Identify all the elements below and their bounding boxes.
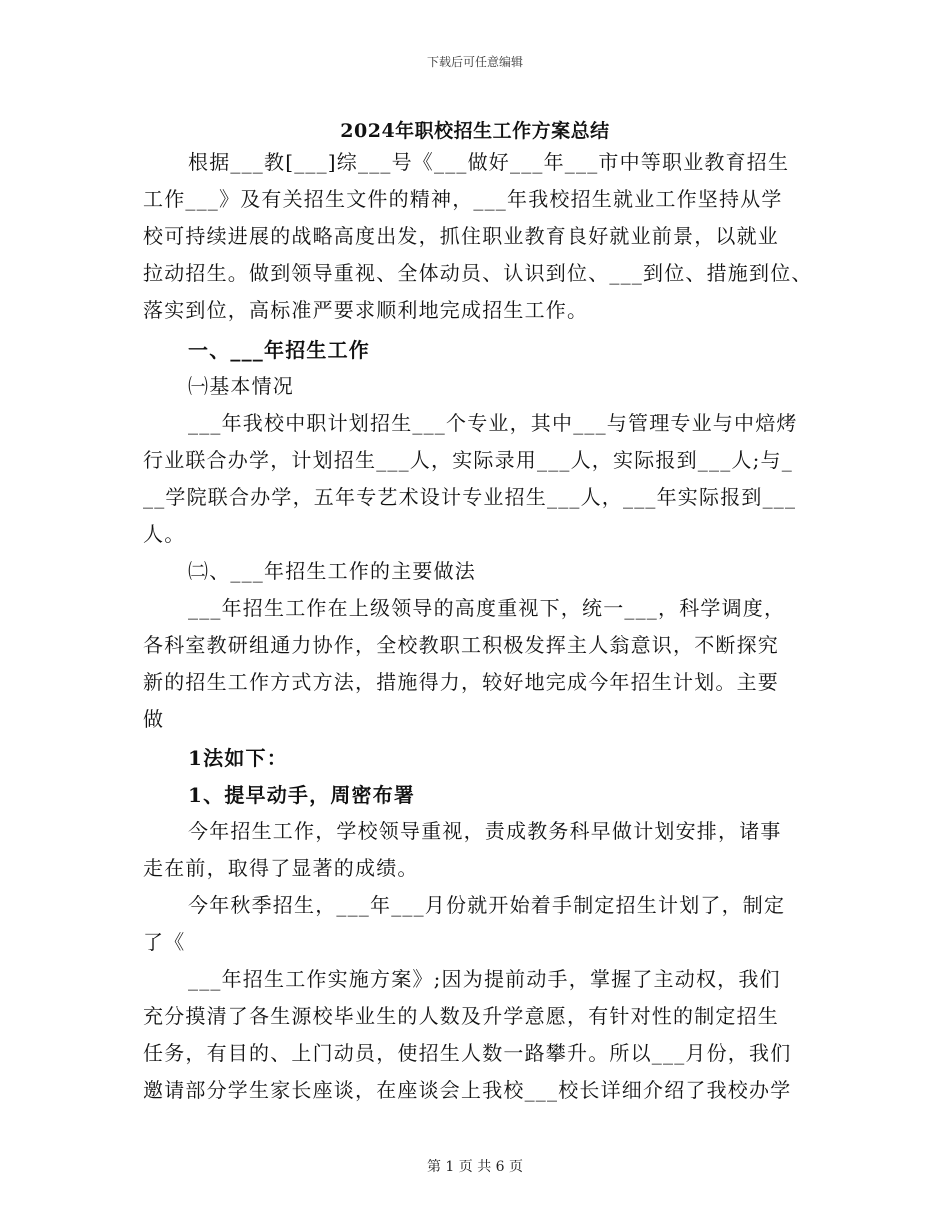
section-heading: 1、提早动手，周密布署 [188,783,416,807]
subsection-heading: ㈠基本情况 [188,374,294,398]
body-line: 人。 [143,522,186,546]
header-note: 下载后可任意编辑 [426,55,523,69]
page-footer: 第 1 页 共 6 页 [426,1159,524,1175]
body-line: 行业联合办学，计划招生___人，实际录用___人，实际报到___人;与_ [143,448,793,472]
body-line: 走在前，取得了显著的成绩。 [143,856,419,880]
document-title: 2024年职校招生工作方案总结 [340,120,610,142]
body-line: 落实到位，高标准严要求顺利地完成招生工作。 [143,298,589,322]
body-line: 各科室教研组通力协作，全校教职工积极发挥主人翁意识，不断探究 [143,633,779,657]
body-line: 今年招生工作，学校领导重视，责成教务科早做计划安排，诸事 [188,819,782,843]
body-line: ___年我校中职计划招生___个专业，其中___与管理专业与中焙烤 [188,411,798,435]
subsection-heading: ㈡、___年招生工作的主要做法 [188,559,476,583]
body-line: 了《 [143,930,186,954]
section-heading: 1法如下： [188,746,288,770]
body-line: 根据___教[___]综___号《___做好___年___市中等职业教育招生 [188,150,790,174]
body-line: 邀请部分学生家长座谈，在座谈会上我校___校长详细介绍了我校办学 [143,1078,792,1102]
body-line: 新的招生工作方式方法，措施得力，较好地完成今年招生计划。主要 [143,670,779,694]
body-line: 充分摸清了各生源校毕业生的人数及升学意愿，有针对性的制定招生 [143,1004,779,1028]
body-line: 校可持续进展的战略高度出发，抓住职业教育良好就业前景，以就业 [143,224,779,248]
body-line: 今年秋季招生，___年___月份就开始着手制定招生计划了，制定 [188,893,786,917]
body-line: __学院联合办学，五年专艺术设计专业招生___人，___年实际报到___ [143,485,797,509]
body-line: ___年招生工作实施方案》;因为提前动手，掌握了主动权，我们 [188,967,781,991]
body-line: 工作___》及有关招生文件的精神，___年我校招生就业工作坚持从学 [143,187,783,211]
body-line: 任务，有目的、上门动员，使招生人数一路攀升。所以___月份，我们 [143,1041,792,1065]
body-line: ___年招生工作在上级领导的高度重视下，统一___，科学调度， [188,596,786,620]
section-heading: 一、___年招生工作 [188,338,370,362]
body-line: 拉动招生。做到领导重视、全体动员、认识到位、___到位、措施到位、 [143,261,813,285]
body-line: 做 [143,707,165,731]
